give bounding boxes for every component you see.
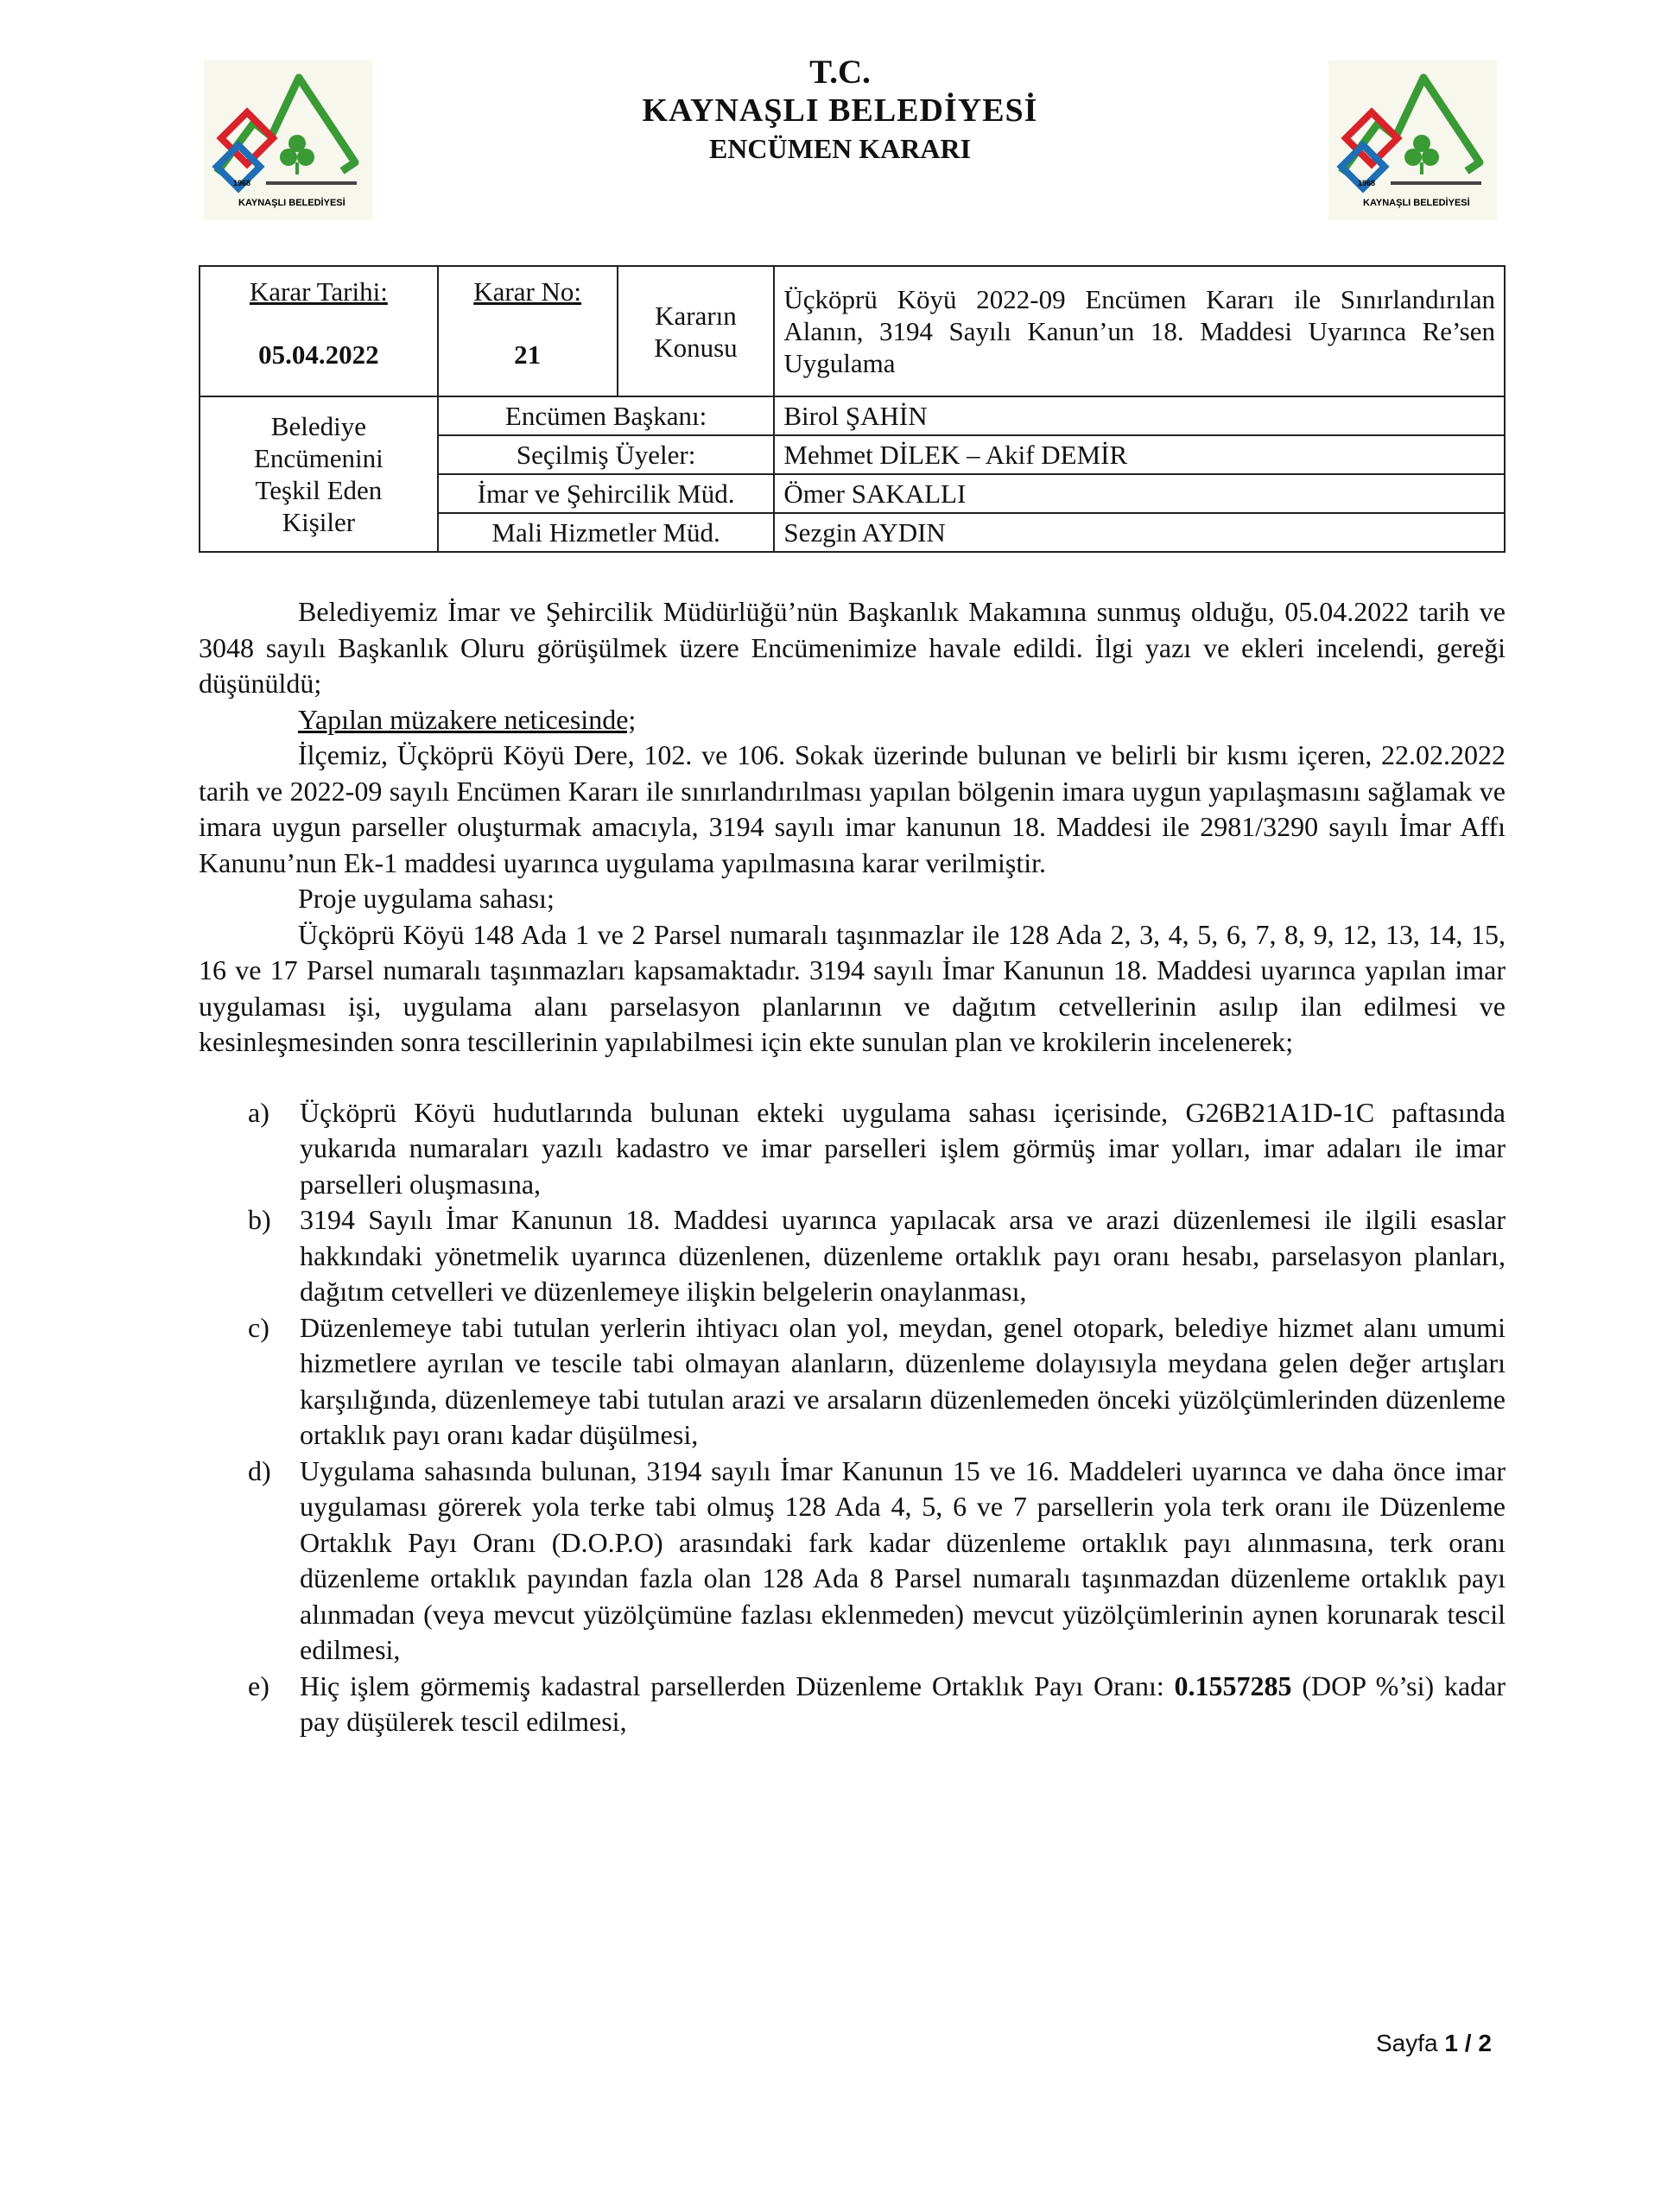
list-item-marker: a) — [248, 1096, 269, 1128]
subject-label-line1: Kararın — [655, 300, 737, 331]
council-label-line2: Encümenini — [253, 443, 384, 473]
decision-number-label: Karar No: — [473, 276, 582, 307]
member-role: Mali Hizmetler Müd. — [438, 513, 775, 552]
header-document-type: ENCÜMEN KARARI — [708, 133, 972, 164]
dop-ratio-value: 0.1557285 — [1174, 1669, 1292, 1701]
logo-caption: KAYNAŞLI BELEDİYESİ — [238, 198, 346, 208]
logo-year: 1968 — [1358, 179, 1376, 187]
header-institution: KAYNAŞLI BELEDİYESİ — [642, 92, 1038, 129]
logo-year: 1968 — [233, 179, 251, 187]
header-country: T.C. — [809, 54, 871, 91]
member-role: İmar ve Şehircilik Müd. — [438, 474, 775, 513]
list-item-text: 3194 Sayılı İmar Kanunun 18. Maddesi uyarınca yapılacak arsa ve arazi düzenlemesi ile ilgili esaslar hakkındaki yönetmelik uyarınca düzenlenen, düzenleme ortaklık payı oranı hesabı, parselasyon planları, dağıtım cetvelleri ve düzenlemeye ilişkin belgelerin onaylanması, — [300, 1204, 1506, 1307]
deliberation-heading: Yapılan müzakere neticesinde; — [298, 703, 637, 735]
list-item — [199, 1095, 1506, 1203]
council-label-cell — [200, 396, 438, 552]
body-paragraph: Proje uygulama sahası; — [298, 883, 555, 914]
member-name: Sezgin AYDIN — [774, 513, 1505, 552]
body-paragraph: Üçköprü Köyü 148 Ada 1 ve 2 Parsel numaralı taşınmazlar ile 128 Ada 2, 3, 4, 5, 6, 7, 8, 9, 12, 13, 14, 15, 16 ve 17 Parsel numaralı taşınmazları kapsamaktadır. 3194 sayılı İmar Kanunun 18. Maddesi uyarınca yapılan imar uygulaması işi, uygulama alanı parselasyon planlarının ve dağıtım cetvellerinin asılıp ilan edilmesi ve kesinleşmesinden sonra tescillerinin yapılabilmesi için ekte sunulan plan ve krokilerin incelenerek; — [199, 918, 1506, 1057]
list-item — [199, 1454, 1506, 1669]
council-label-line1: Belediye — [270, 411, 366, 441]
list-item — [199, 1310, 1506, 1454]
decision-date-cell — [200, 266, 438, 396]
page-separator: / — [1457, 2030, 1479, 2056]
list-item-text: Uygulama sahasında bulunan, 3194 sayılı İmar Kanunun 15 ve 16. Maddeleri uyarınca ve daha önce imar uygulaması görerek yola terke tabi olmuş 128 Ada 4, 5, 6 ve 7 parsellerin yola terk oranı ile Düzenleme Ortaklık Payı Oranı (D.O.P.O) arasındaki fark kadar düzenleme ortaklık payı alınmasına, terk oranı düzenleme ortaklık payından fazla olan 128 Ada 8 Parsel numaralı taşınmazdan düzenleme ortaklık payı alınmadan (veya mevcut yüzölçümüne fazlası eklenmeden) mevcut yüzölçümlerinin aynen korunarak tescil edilmesi, — [300, 1454, 1506, 1665]
page-number — [1376, 2030, 1492, 2057]
council-label-line4: Kişiler — [282, 507, 356, 537]
member-role: Encümen Başkanı: — [438, 396, 775, 435]
list-item-marker: e) — [248, 1669, 269, 1701]
body-paragraph: İlçemiz, Üçköprü Köyü Dere, 102. ve 106. Sokak üzerinde bulunan ve belirli bir kısmı içeren, 22.02.2022 tarih ve 2022-09 sayılı Encümen Kararı ile sınırlandırılması yapılan bölgenin imara uygun yapılaşmasını sağlamak ve imara uygun parseller oluşturmak amacıyla, 3194 sayılı imar kanunun 18. Maddesi ile 2981/3290 sayılı İmar Affı Kanunu’nun Ek-1 maddesi uyarınca uygulama yapılmasına karar verilmiştir. — [199, 739, 1506, 878]
member-name: Birol ŞAHİN — [774, 396, 1505, 435]
logo-caption: KAYNAŞLI BELEDİYESİ — [1363, 198, 1470, 208]
list-item-text: Hiç işlem görmemiş kadastral parsellerden Düzenleme Ortaklık Payı Oranı: — [300, 1669, 1175, 1701]
decision-date-value: 05.04.2022 — [258, 339, 379, 370]
decision-number-value: 21 — [514, 339, 542, 370]
list-item-marker: b) — [248, 1204, 271, 1235]
subject-label-cell — [618, 266, 775, 396]
decision-number-cell — [438, 266, 618, 396]
member-role: Seçilmiş Üyeler: — [438, 435, 775, 474]
list-item-text: (DOP %’si) kadar pay düşülerek tescil edilmesi, — [300, 1669, 1506, 1737]
decision-info-table — [199, 265, 1506, 553]
body-paragraph — [199, 702, 1506, 738]
list-item-text: Üçköprü Köyü hudutlarında bulunan ekteki uygulama sahası içerisinde, G26B21A1D-1C paftasında yukarıda numaraları yazılı kadastro ve imar parselleri işlem görmüş imar yolları, imar adaları ile imar parselleri oluşmasına, — [300, 1096, 1506, 1200]
decision-items-list — [199, 1095, 1506, 1740]
list-item — [199, 1669, 1506, 1740]
body-paragraph: Belediyemiz İmar ve Şehircilik Müdürlüğü’nün Başkanlık Makamına sunmuş olduğu, 05.04.2022 tarih ve 3048 sayılı Başkanlık Oluru görüşülmek üzere Encümenimize havale edildi. İlgi yazı ve ekleri incelendi, gereği düşünüldü; — [199, 596, 1506, 699]
list-item — [199, 1202, 1506, 1310]
subject-text: Üçköprü Köyü 2022-09 Encümen Kararı ile Sınırlandırılan Alanın, 3194 Sayılı Kanun’un 18. Maddesi Uyarınca Re’sen Uygulama — [774, 266, 1505, 396]
page-total: 2 — [1478, 2030, 1492, 2056]
council-label-line3: Teşkil Eden — [255, 475, 383, 505]
list-item-marker: d) — [248, 1454, 271, 1486]
list-item-text: Düzenlemeye tabi tutulan yerlerin ihtiyacı olan yol, meydan, genel otopark, belediye hizmet alanı umumi hizmetlere ayrılan ve tescile tabi olmayan alanların, düzenleme dolayısıyla meydana gelen değer artışları karşılığında, düzenlemeye tabi tutulan arazi ve arsaların düzenlemeden önceki yüzölçümlerinden düzenleme ortaklık payı oranı kadar düşülmesi, — [300, 1311, 1506, 1450]
document-header — [0, 54, 1680, 168]
page-label: Sayfa — [1376, 2030, 1438, 2056]
member-name: Ömer SAKALLI — [774, 474, 1505, 513]
subject-label-line2: Konusu — [654, 332, 738, 363]
decision-date-label: Karar Tarihi: — [249, 276, 388, 307]
page-current: 1 — [1444, 2030, 1458, 2056]
list-item-marker: c) — [248, 1311, 269, 1343]
member-name: Mehmet DİLEK – Akif DEMİR — [774, 435, 1505, 474]
decision-body — [199, 594, 1506, 1740]
